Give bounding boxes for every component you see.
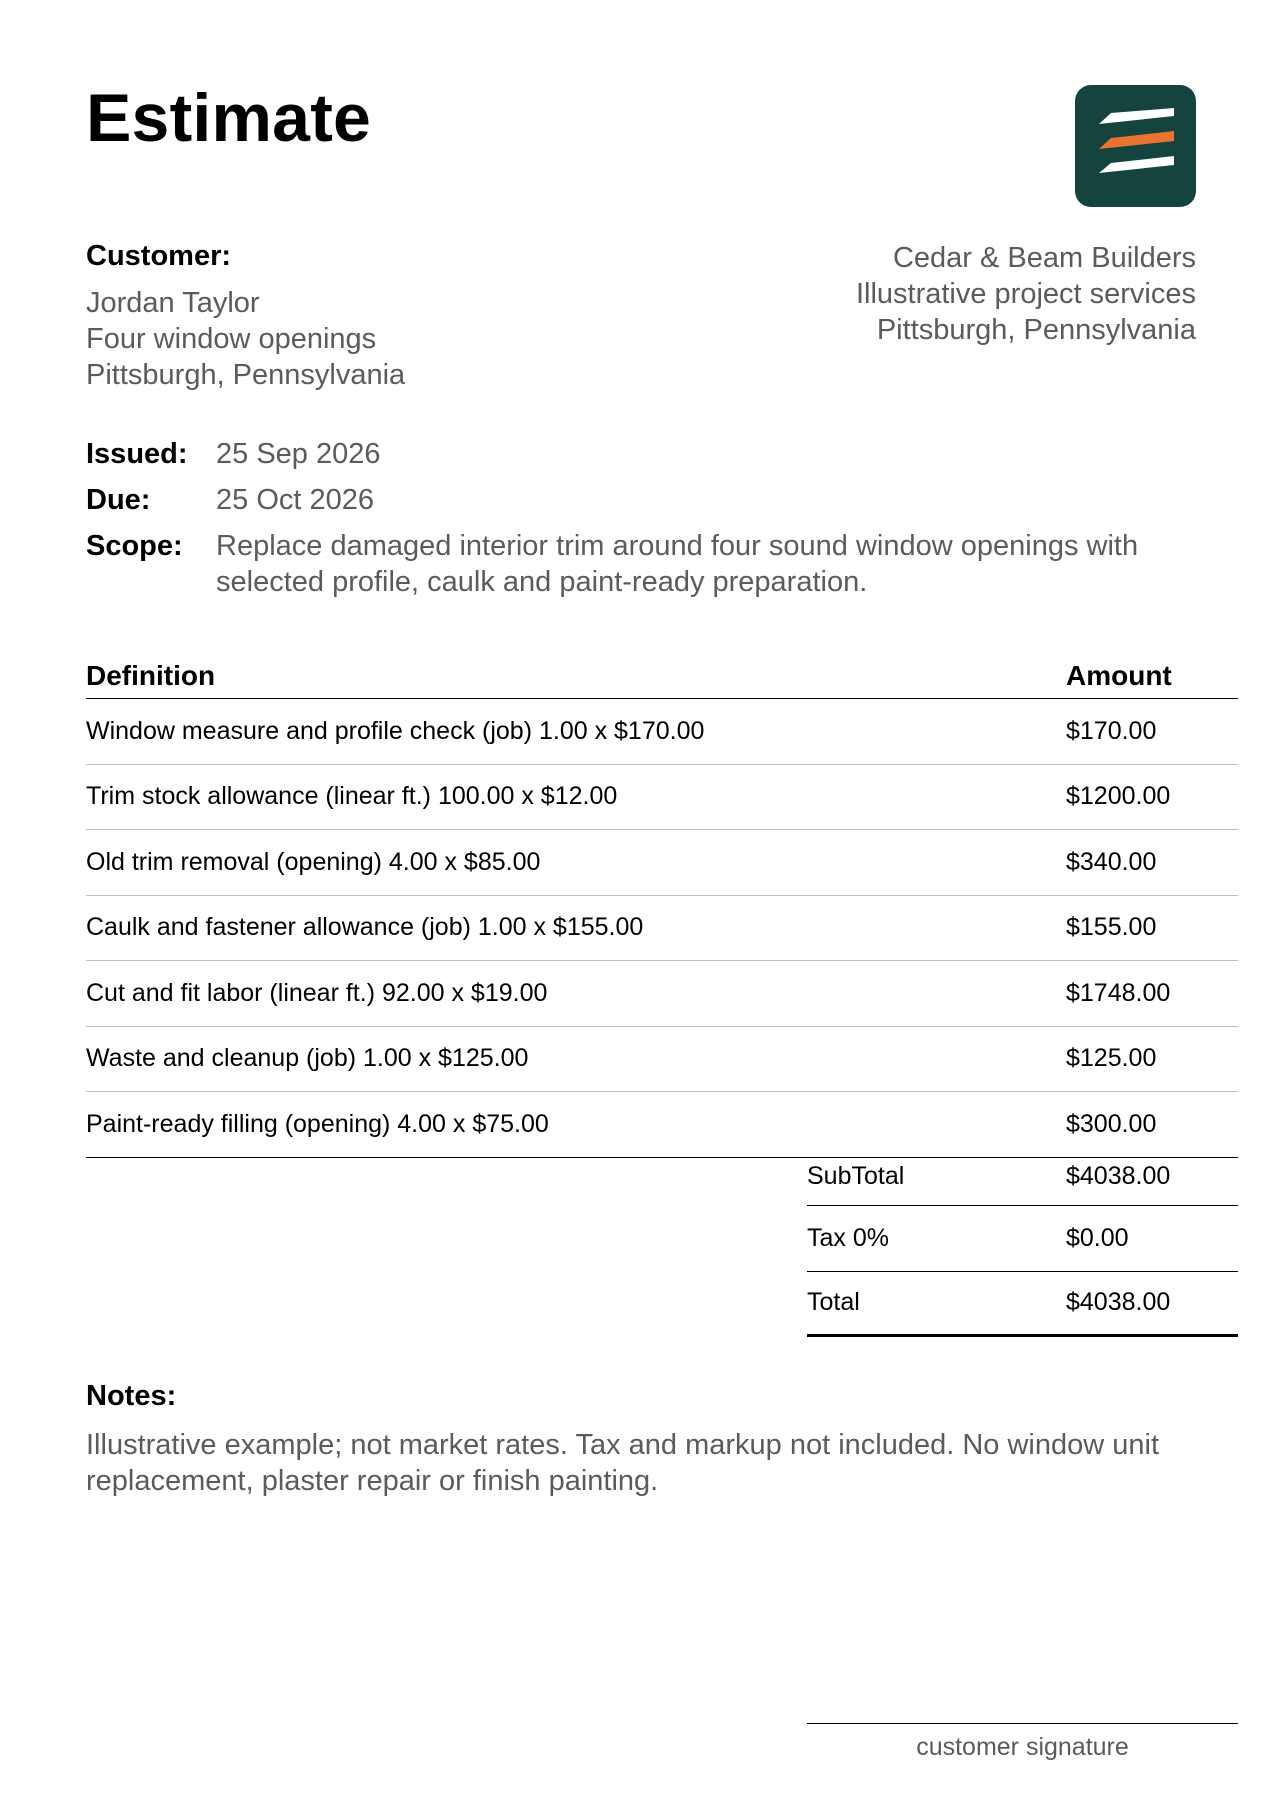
total-value: $4038.00 xyxy=(1066,1288,1171,1317)
scope-label: Scope: xyxy=(86,530,183,562)
item-amount: $155.00 xyxy=(1066,913,1157,942)
customer-project: Four window openings xyxy=(86,323,377,355)
due-row xyxy=(86,482,1216,518)
amount-header: Amount xyxy=(1066,660,1172,691)
signature-line xyxy=(807,1723,1238,1724)
subtotal-value: $4038.00 xyxy=(1066,1162,1171,1190)
logo-stripes-icon xyxy=(1075,85,1196,207)
item-amount: $1200.00 xyxy=(1066,782,1171,811)
item-definition: Old trim removal (opening) 4.00 x $85.00 xyxy=(86,847,541,876)
estimate-meta xyxy=(86,436,1216,610)
item-amount: $170.00 xyxy=(1066,716,1157,745)
item-amount: $300.00 xyxy=(1066,1109,1157,1138)
item-definition: Cut and fit labor (linear ft.) 92.00 x $19.00 xyxy=(86,978,548,1007)
table-row xyxy=(86,765,1238,831)
item-definition: Window measure and profile check (job) 1.00 x $170.00 xyxy=(86,716,705,745)
issued-row xyxy=(86,436,1216,472)
issued-date: 25 Sep 2026 xyxy=(216,438,381,470)
customer-name: Jordan Taylor xyxy=(86,287,260,319)
company-location: Pittsburgh, Pennsylvania xyxy=(876,314,1196,346)
notes-block xyxy=(86,1380,1216,1499)
document-title: Estimate xyxy=(86,80,372,156)
item-definition: Caulk and fastener allowance (job) 1.00 x $155.00 xyxy=(86,913,644,942)
item-definition: Paint-ready filling (opening) 4.00 x $75.00 xyxy=(86,1109,549,1138)
table-row xyxy=(86,1027,1238,1093)
table-header xyxy=(86,655,1238,699)
item-amount: $125.00 xyxy=(1066,1044,1157,1073)
due-date: 25 Oct 2026 xyxy=(216,484,374,516)
company-tagline: Illustrative project services xyxy=(855,278,1196,310)
signature-label: customer signature xyxy=(916,1733,1129,1761)
table-row xyxy=(86,961,1238,1027)
notes-label: Notes: xyxy=(86,1380,177,1412)
item-amount: $1748.00 xyxy=(1066,978,1171,1007)
due-label: Due: xyxy=(86,484,151,516)
definition-header: Definition xyxy=(86,660,216,691)
tax-row xyxy=(807,1206,1238,1272)
customer-label: Customer: xyxy=(86,240,232,272)
table-row xyxy=(86,896,1238,962)
company-block xyxy=(856,240,1196,348)
total-label: Total xyxy=(807,1288,860,1317)
totals-block xyxy=(807,1148,1238,1337)
total-row xyxy=(807,1272,1238,1338)
tax-value: $0.00 xyxy=(1066,1223,1129,1252)
line-items-table xyxy=(86,655,1238,1158)
scope-text: Replace damaged interior trim around four sound window openings with selected profile, caulk and paint-ready preparation. xyxy=(216,530,1139,598)
customer-block xyxy=(86,240,405,393)
tax-label: Tax 0% xyxy=(807,1223,889,1252)
item-amount: $340.00 xyxy=(1066,847,1157,876)
table-row xyxy=(86,699,1238,765)
table-row xyxy=(86,830,1238,896)
notes-text: Illustrative example; not market rates. Tax and markup not included. No window unit replacement, plaster repair or finish painting. xyxy=(86,1429,1159,1497)
subtotal-label: SubTotal xyxy=(807,1162,905,1190)
company-name: Cedar & Beam Builders xyxy=(892,242,1196,274)
item-definition: Trim stock allowance (linear ft.) 100.00 x $12.00 xyxy=(86,782,618,811)
issued-label: Issued: xyxy=(86,438,188,470)
subtotal-row xyxy=(807,1148,1238,1206)
scope-row xyxy=(86,528,1216,600)
company-logo xyxy=(1075,85,1196,207)
customer-location: Pittsburgh, Pennsylvania xyxy=(86,359,406,391)
item-definition: Waste and cleanup (job) 1.00 x $125.00 xyxy=(86,1044,529,1073)
